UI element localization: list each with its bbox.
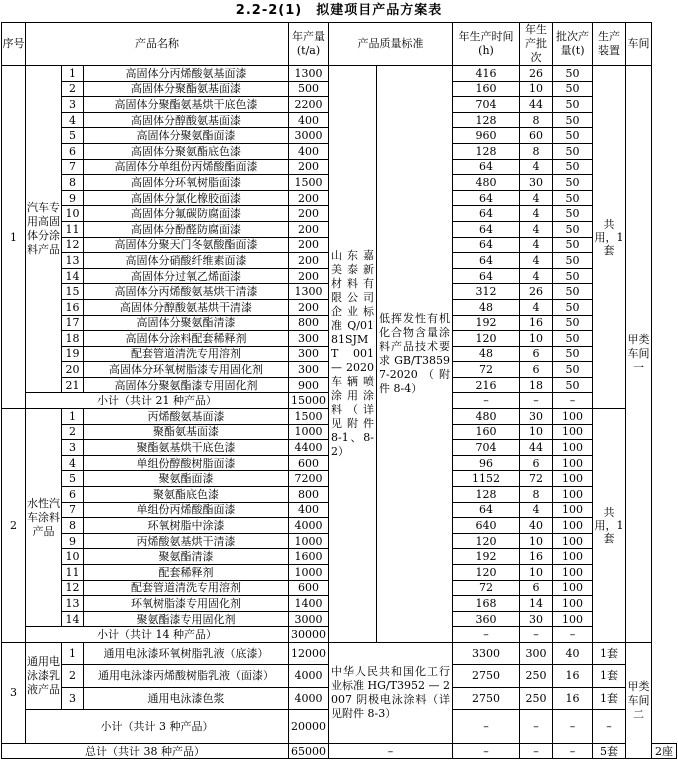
item-name: 高固体分聚天门冬氨酸酯面漆 — [84, 237, 289, 253]
item-hours: 64 — [453, 190, 520, 206]
item-batches: 4 — [520, 502, 553, 518]
item-no: 4 — [62, 455, 84, 471]
item-name: 通用电泳漆环氧树脂乳液（底漆） — [84, 642, 289, 664]
item-hours: 480 — [453, 409, 520, 425]
item-batch-size: 50 — [553, 315, 593, 331]
header-product-name: 产品名称 — [26, 23, 289, 66]
item-no: 18 — [62, 331, 84, 347]
item-output: 1500 — [289, 175, 329, 191]
item-batches: 30 — [520, 175, 553, 191]
item-name: 配套管道清洗专用溶剂 — [84, 346, 289, 362]
group-category: 汽车专用高固体分涂料产品 — [26, 66, 62, 393]
table-title: 2.2-2(1) 拟建项目产品方案表 — [235, 3, 443, 18]
item-name: 高固体分醇酸氨基烘干清漆 — [84, 299, 289, 315]
item-no: 2 — [62, 424, 84, 440]
item-batches: 26 — [520, 66, 553, 82]
total-workshop: 2座 — [652, 743, 677, 759]
item-no: 1 — [62, 409, 84, 425]
item-no: 3 — [62, 440, 84, 456]
header-quality-standard: 产品质量标准 — [329, 23, 453, 66]
item-batches: 4 — [520, 299, 553, 315]
item-batches: 10 — [520, 533, 553, 549]
item-batches: 10 — [520, 81, 553, 97]
workshop-2: 甲类车间二 — [626, 642, 652, 758]
item-batches: 30 — [520, 409, 553, 425]
item-output: 1000 — [289, 424, 329, 440]
table-row — [2, 642, 677, 664]
item-name: 环氧树脂中涂漆 — [84, 518, 289, 534]
item-batch-size: 100 — [553, 533, 593, 549]
item-hours: 120 — [453, 565, 520, 581]
item-batch-size: 100 — [553, 502, 593, 518]
workshop-1: 甲类车间一 — [626, 66, 652, 643]
item-batch-size: 100 — [553, 487, 593, 503]
item-no: 10 — [62, 549, 84, 565]
item-batch-size: 50 — [553, 237, 593, 253]
item-batches: 60 — [520, 128, 553, 144]
item-batch-size: 50 — [553, 377, 593, 393]
item-name: 聚氨酯漆专用固化剂 — [84, 611, 289, 627]
item-name: 高固体分氟碳防腐面漆 — [84, 206, 289, 222]
item-output: 7200 — [289, 471, 329, 487]
header-device: 生产装置 — [593, 23, 626, 66]
item-batches: 18 — [520, 377, 553, 393]
item-no: 7 — [62, 502, 84, 518]
item-hours: 48 — [453, 299, 520, 315]
item-batch-size: 50 — [553, 81, 593, 97]
item-hours: 64 — [453, 159, 520, 175]
item-batch-size: 50 — [553, 253, 593, 269]
item-batches: 14 — [520, 596, 553, 612]
item-hours: 960 — [453, 128, 520, 144]
item-hours: 192 — [453, 549, 520, 565]
item-batch-size: 100 — [553, 565, 593, 581]
item-output: 300 — [289, 362, 329, 378]
item-batch-size: 50 — [553, 112, 593, 128]
item-name: 高固体分聚氨酯面漆 — [84, 128, 289, 144]
item-batches: 6 — [520, 580, 553, 596]
item-hours: 120 — [453, 331, 520, 347]
item-name: 高固体分聚氨酯漆专用固化剂 — [84, 377, 289, 393]
item-no: 19 — [62, 346, 84, 362]
item-no: 6 — [62, 487, 84, 503]
item-name: 高固体分聚氨酯清漆 — [84, 315, 289, 331]
item-no: 2 — [62, 665, 84, 687]
item-batch-size: 100 — [553, 611, 593, 627]
item-name: 高固体分酚醛防腐面漆 — [84, 221, 289, 237]
item-batches: 6 — [520, 455, 553, 471]
item-batch-size: 50 — [553, 97, 593, 113]
group-seq: 2 — [2, 409, 26, 643]
item-output: 1000 — [289, 565, 329, 581]
item-name: 配套管道清洗专用溶剂 — [84, 580, 289, 596]
item-no: 2 — [62, 81, 84, 97]
item-batch-size: 50 — [553, 331, 593, 347]
item-name: 高固体分醇酸氨基面漆 — [84, 112, 289, 128]
item-batches: 16 — [520, 315, 553, 331]
item-no: 6 — [62, 143, 84, 159]
item-batch-size: 16 — [553, 665, 593, 687]
item-batch-size: 100 — [553, 518, 593, 534]
item-name: 环氧树脂漆专用固化剂 — [84, 596, 289, 612]
item-hours: 1152 — [453, 471, 520, 487]
total-standard: – — [329, 743, 453, 759]
header-seq: 序号 — [2, 23, 26, 66]
item-name: 单组份醇酸树脂面漆 — [84, 455, 289, 471]
header-batches: 年生产批次 — [520, 23, 553, 66]
subtotal-batch-size: – — [553, 393, 593, 409]
item-output: 4000 — [289, 518, 329, 534]
item-batches: 4 — [520, 237, 553, 253]
item-name: 高固体分环氧树脂面漆 — [84, 175, 289, 191]
item-output: 2200 — [289, 97, 329, 113]
item-name: 高固体分单组份丙烯酸酯面漆 — [84, 159, 289, 175]
item-name: 高固体分聚酯氨基面漆 — [84, 81, 289, 97]
item-no: 8 — [62, 518, 84, 534]
item-output: 600 — [289, 455, 329, 471]
total-label: 总计（共计 38 种产品） — [2, 743, 289, 759]
item-output: 500 — [289, 81, 329, 97]
item-hours: 72 — [453, 362, 520, 378]
item-output: 400 — [289, 143, 329, 159]
item-no: 9 — [62, 190, 84, 206]
item-name: 聚氨酯清漆 — [84, 549, 289, 565]
product-plan-table — [1, 22, 677, 759]
item-batches: 4 — [520, 159, 553, 175]
item-batches: 250 — [520, 665, 553, 687]
item-name: 通用电泳漆丙烯酸树脂乳液（面漆） — [84, 665, 289, 687]
item-batches: 4 — [520, 190, 553, 206]
item-hours: 128 — [453, 487, 520, 503]
item-no: 11 — [62, 221, 84, 237]
item-hours: 704 — [453, 97, 520, 113]
item-no: 7 — [62, 159, 84, 175]
item-batches: 6 — [520, 362, 553, 378]
item-hours: 64 — [453, 268, 520, 284]
item-no: 12 — [62, 580, 84, 596]
total-row — [2, 743, 677, 759]
item-output: 400 — [289, 112, 329, 128]
item-no: 10 — [62, 206, 84, 222]
item-output: 1000 — [289, 533, 329, 549]
subtotal-hours: – — [453, 393, 520, 409]
item-name: 高固体分环氧树脂漆专用固化剂 — [84, 362, 289, 378]
group-category: 通用电泳漆乳液产品 — [26, 642, 62, 709]
group-device: 共用，1套 — [593, 409, 626, 643]
item-output: 800 — [289, 315, 329, 331]
item-batches: 4 — [520, 268, 553, 284]
item-no: 5 — [62, 128, 84, 144]
item-hours: 64 — [453, 237, 520, 253]
item-device: 1套 — [593, 642, 626, 664]
quality-standard-a: 山东嘉美泰新材料有限公司企业标准 Q/0181SJMT 001 — 2020 车辆喷涂用涂料（详见附件 8-1、8-2） — [329, 66, 377, 643]
total-batch-size: – — [553, 743, 593, 759]
item-output: 600 — [289, 580, 329, 596]
item-output: 1600 — [289, 549, 329, 565]
item-output: 200 — [289, 253, 329, 269]
item-output: 200 — [289, 206, 329, 222]
item-no: 8 — [62, 175, 84, 191]
item-hours: 360 — [453, 611, 520, 627]
item-name: 聚氨酯面漆 — [84, 471, 289, 487]
item-batch-size: 50 — [553, 128, 593, 144]
item-no: 11 — [62, 565, 84, 581]
item-batches: 8 — [520, 112, 553, 128]
header-row — [2, 23, 677, 66]
item-output: 1400 — [289, 596, 329, 612]
item-batches: 16 — [520, 549, 553, 565]
item-hours: 128 — [453, 143, 520, 159]
item-output: 1300 — [289, 66, 329, 82]
item-name: 聚酯氨基烘干底色漆 — [84, 440, 289, 456]
item-no: 16 — [62, 299, 84, 315]
item-no: 14 — [62, 268, 84, 284]
item-batches: 6 — [520, 346, 553, 362]
item-hours: 2750 — [453, 687, 520, 709]
item-name: 高固体分涂料配套稀释剂 — [84, 331, 289, 347]
item-device: 1套 — [593, 687, 626, 709]
subtotal-batches: – — [520, 709, 553, 743]
item-output: 12000 — [289, 642, 329, 664]
item-batch-size: 50 — [553, 268, 593, 284]
item-hours: 704 — [453, 440, 520, 456]
item-name: 高固体分聚酯氨基烘干底色漆 — [84, 97, 289, 113]
item-hours: 64 — [453, 253, 520, 269]
item-batch-size: 100 — [553, 549, 593, 565]
item-hours: 2750 — [453, 665, 520, 687]
item-batches: 10 — [520, 424, 553, 440]
item-output: 200 — [289, 221, 329, 237]
item-batches: 300 — [520, 642, 553, 664]
subtotal-batch-size: – — [553, 627, 593, 643]
item-no: 3 — [62, 687, 84, 709]
item-name: 聚氨酯底色漆 — [84, 487, 289, 503]
item-no: 1 — [62, 66, 84, 82]
item-hours: 216 — [453, 377, 520, 393]
item-no: 14 — [62, 611, 84, 627]
item-device: 1套 — [593, 665, 626, 687]
item-output: 200 — [289, 268, 329, 284]
subtotal-output: 30000 — [289, 627, 329, 643]
item-output: 400 — [289, 502, 329, 518]
item-no: 9 — [62, 533, 84, 549]
item-output: 800 — [289, 487, 329, 503]
item-output: 3000 — [289, 128, 329, 144]
item-name: 聚酯氨基面漆 — [84, 424, 289, 440]
item-no: 4 — [62, 112, 84, 128]
item-output: 4400 — [289, 440, 329, 456]
item-batch-size: 40 — [553, 642, 593, 664]
item-no: 13 — [62, 596, 84, 612]
item-batch-size: 50 — [553, 221, 593, 237]
item-output: 200 — [289, 237, 329, 253]
item-batch-size: 16 — [553, 687, 593, 709]
total-output: 65000 — [289, 743, 329, 759]
subtotal-label: 小计（共计 3 种产品） — [26, 709, 289, 743]
subtotal-output: 15000 — [289, 393, 329, 409]
item-hours: 312 — [453, 284, 520, 300]
item-batches: 4 — [520, 253, 553, 269]
item-output: 200 — [289, 299, 329, 315]
item-hours: 168 — [453, 596, 520, 612]
subtotal-device: – — [593, 709, 626, 743]
item-no: 5 — [62, 471, 84, 487]
item-no: 1 — [62, 642, 84, 664]
item-output: 200 — [289, 159, 329, 175]
group-category: 水性汽车涂料产品 — [26, 409, 62, 627]
item-hours: 96 — [453, 455, 520, 471]
header-workshop: 车间 — [626, 23, 652, 66]
item-no: 15 — [62, 284, 84, 300]
item-hours: 120 — [453, 533, 520, 549]
item-hours: 3300 — [453, 642, 520, 664]
item-batches: 44 — [520, 97, 553, 113]
item-name: 高固体分丙烯酸氨基烘干清漆 — [84, 284, 289, 300]
item-batches: 4 — [520, 206, 553, 222]
subtotal-output: 20000 — [289, 709, 329, 743]
item-hours: 160 — [453, 424, 520, 440]
item-name: 高固体分氯化橡胶面漆 — [84, 190, 289, 206]
header-annual-hours: 年生产时间(h) — [453, 23, 520, 66]
group-device: 共用，1套 — [593, 66, 626, 409]
subtotal-batch-size: – — [553, 709, 593, 743]
item-batches: 8 — [520, 487, 553, 503]
item-hours: 416 — [453, 66, 520, 82]
subtotal-label: 小计（共计 21 种产品） — [26, 393, 289, 409]
item-output: 3000 — [289, 611, 329, 627]
item-batch-size: 50 — [553, 159, 593, 175]
item-output: 1500 — [289, 409, 329, 425]
item-batch-size: 50 — [553, 362, 593, 378]
item-no: 13 — [62, 253, 84, 269]
item-batch-size: 50 — [553, 175, 593, 191]
item-hours: 64 — [453, 221, 520, 237]
item-batch-size: 50 — [553, 143, 593, 159]
item-no: 3 — [62, 97, 84, 113]
group-seq: 3 — [2, 642, 26, 743]
item-hours: 128 — [453, 112, 520, 128]
item-output: 300 — [289, 331, 329, 347]
item-batch-size: 100 — [553, 455, 593, 471]
item-hours: 160 — [453, 81, 520, 97]
subtotal-hours: – — [453, 709, 520, 743]
table-row — [2, 66, 677, 82]
item-name: 高固体分硝酸纤维素面漆 — [84, 253, 289, 269]
item-name: 单组份丙烯酸酯面漆 — [84, 502, 289, 518]
total-hours: – — [453, 743, 520, 759]
item-batches: 4 — [520, 221, 553, 237]
item-batch-size: 50 — [553, 299, 593, 315]
item-batches: 30 — [520, 611, 553, 627]
quality-standard-b: 低挥发性有机化合物含量涂料产品技术要求 GB/T38597-2020（附件 8-4） — [377, 66, 453, 643]
item-hours: 480 — [453, 175, 520, 191]
item-batch-size: 50 — [553, 206, 593, 222]
item-batch-size: 50 — [553, 346, 593, 362]
item-hours: 192 — [453, 315, 520, 331]
subtotal-batches: – — [520, 627, 553, 643]
quality-standard-c: 中华人民共和国化工行业标准 HG/T3952 — 2007 阴极电泳涂料（详见附件 8-3） — [329, 642, 453, 743]
item-output: 300 — [289, 346, 329, 362]
item-batch-size: 100 — [553, 440, 593, 456]
header-batch-size: 批次产量(t) — [553, 23, 593, 66]
item-name: 通用电泳漆色浆 — [84, 687, 289, 709]
item-batches: 40 — [520, 518, 553, 534]
item-batch-size: 100 — [553, 409, 593, 425]
item-batches: 72 — [520, 471, 553, 487]
item-batch-size: 100 — [553, 424, 593, 440]
item-batch-size: 50 — [553, 284, 593, 300]
item-batch-size: 100 — [553, 596, 593, 612]
subtotal-hours: – — [453, 627, 520, 643]
item-hours: 72 — [453, 580, 520, 596]
item-batch-size: 100 — [553, 471, 593, 487]
item-no: 12 — [62, 237, 84, 253]
item-hours: 64 — [453, 502, 520, 518]
item-name: 高固体分过氧乙烯面漆 — [84, 268, 289, 284]
item-batches: 8 — [520, 143, 553, 159]
subtotal-label: 小计（共计 14 种产品） — [26, 627, 289, 643]
item-name: 丙烯酸氨基烘干清漆 — [84, 533, 289, 549]
item-batches: 10 — [520, 565, 553, 581]
total-batches: – — [520, 743, 553, 759]
item-name: 丙烯酸氨基面漆 — [84, 409, 289, 425]
item-batches: 44 — [520, 440, 553, 456]
item-output: 4000 — [289, 687, 329, 709]
item-output: 900 — [289, 377, 329, 393]
item-hours: 64 — [453, 206, 520, 222]
item-batches: 26 — [520, 284, 553, 300]
subtotal-batches: – — [520, 393, 553, 409]
item-no: 17 — [62, 315, 84, 331]
header-annual-output: 年产量(t/a) — [289, 23, 329, 66]
item-output: 4000 — [289, 665, 329, 687]
item-batches: 10 — [520, 331, 553, 347]
item-batches: 250 — [520, 687, 553, 709]
item-no: 20 — [62, 362, 84, 378]
item-batch-size: 100 — [553, 580, 593, 596]
item-hours: 640 — [453, 518, 520, 534]
item-name: 配套稀释剂 — [84, 565, 289, 581]
item-output: 1300 — [289, 284, 329, 300]
total-device: 5套 — [593, 743, 626, 759]
item-no: 21 — [62, 377, 84, 393]
item-batch-size: 50 — [553, 190, 593, 206]
item-batch-size: 50 — [553, 66, 593, 82]
item-output: 200 — [289, 190, 329, 206]
item-name: 高固体分聚氨酯底色漆 — [84, 143, 289, 159]
item-hours: 48 — [453, 346, 520, 362]
item-name: 高固体分丙烯酸氨基面漆 — [84, 66, 289, 82]
group-seq: 1 — [2, 66, 26, 409]
